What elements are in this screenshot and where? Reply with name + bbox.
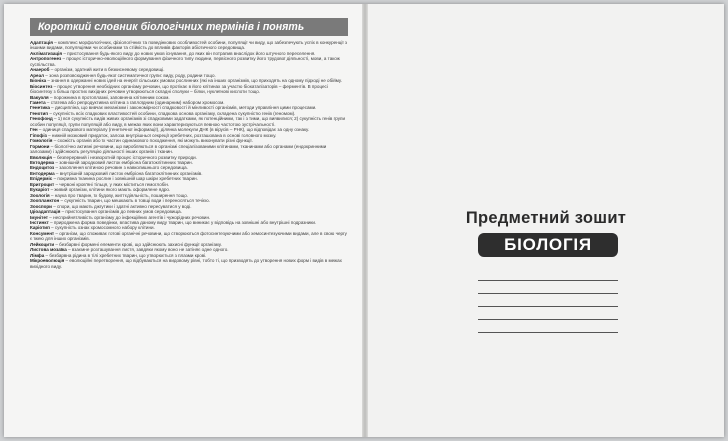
glossary-term: Біоніка <box>30 78 47 84</box>
notebook-cover-spread <box>4 4 724 437</box>
glossary-definition: – процес історично-еволюційного формування фізичного типу людини, первісного розвитку його трудової діяльності, мови, а також суспільства. <box>30 56 340 67</box>
glossary-term: Ареал <box>30 72 45 78</box>
subject-name: БІОЛОГІЯ <box>504 235 592 254</box>
glossary-definition: – біологічно активні речовини, що виробляються в організмі спеціалізованими клітинами, тканинами або органами (ендокринними залозами) і здійснюють регуляцію діяльності інших органів і тканин. <box>30 143 327 155</box>
glossary-definition: – взаємне розташування листя, завдяки якому воно не затіняє одне одного. <box>66 247 229 253</box>
glossary-definition: – одиниця спадкового матеріалу (генетичної інформації), ділянка молекули ДНК (в вірусів – РНК), що відповідає за одну ознаку. <box>37 127 310 133</box>
glossary-term: Мікроеволюція <box>30 258 65 264</box>
glossary-entry <box>30 116 348 127</box>
glossary-term: Еукаріот <box>30 187 50 193</box>
glossary-definition: – наука про тварин, їх будову, життєдіяльність, поширення тощо. <box>49 192 189 198</box>
notebook-subtitle: Предметний зошит <box>465 209 627 227</box>
write-line <box>478 332 618 333</box>
glossary-term: Біосинтез <box>30 83 53 89</box>
back-cover-page <box>4 4 362 437</box>
subject-badge <box>478 233 618 257</box>
glossary-definition: – організм, здатний жити в безкисневому середовищі. <box>49 67 165 73</box>
glossary-entry <box>30 231 348 242</box>
glossary-term: Генотип <box>30 110 49 116</box>
glossary-term: Гормони <box>30 143 50 149</box>
glossary-term: Гомологія <box>30 138 53 144</box>
glossary-definition: – еволюційні перетворення, що відбуваються на видовому рівні, тобто ті, що призводять до утворення нових форм і видів в межах вихідного виду. <box>30 258 342 269</box>
glossary-title: Короткий словник біологічних термінів і понять <box>38 21 305 33</box>
glossary-definition: – пристосування організмів до певних умов середовища. <box>60 209 182 215</box>
glossary-entry <box>30 144 348 155</box>
glossary-definition: – зона розповсюдження будь-якої систематичної групи: виду, роду, родини тощо. <box>44 72 216 78</box>
glossary-term: Імунітет <box>30 214 49 220</box>
glossary-definition: – процес утворення необхідних організму речовин, що протікає в його клітинах за участю біокаталізаторів – ферментів. В процесі біосинтезу з більш простих вихідних речовин утворюються складні сполуки – білки, нуклеїнові кислоти тощо. <box>30 83 328 95</box>
glossary-term: Лейкоцити <box>30 241 55 247</box>
glossary-term: Анаероб <box>30 67 50 73</box>
glossary-term: Зоологія <box>30 192 50 198</box>
glossary-definition: – порожнина в протоплазмі, заповнена клітинним соком. <box>48 94 170 100</box>
glossary-entry <box>30 40 348 51</box>
glossary-term: Генетика <box>30 105 50 111</box>
write-line <box>478 293 618 294</box>
glossary-term: Генофонд <box>30 116 53 122</box>
glossary-term: Ектодерма <box>30 159 55 165</box>
glossary-term: Ідіоадаптація <box>30 209 61 215</box>
glossary-definition: – внутрішній зародковий листок ембріона багатоклітинних організмів. <box>54 170 203 176</box>
write-line <box>478 319 618 320</box>
glossary-term: Гамета <box>30 99 46 105</box>
glossary-term: Листова мозаїка <box>30 247 67 253</box>
glossary-definition: – червоні кров'яні тільця, у яких міститься гемоглобін. <box>54 181 170 187</box>
glossary-term: Інстинкт <box>30 219 49 225</box>
glossary-definition: – сукупність тварин, що мешкають в товщі води і переносяться течією. <box>59 198 210 204</box>
glossary-term: Еволюція <box>30 154 52 160</box>
glossary-definition: – несприйнятливість організму до інфекційних агентів і чужорідних речовин. <box>48 214 211 220</box>
glossary-term: Вакуоля <box>30 94 49 100</box>
glossary-definition: – природжена форма поведінки, властива даному виду тварин, що виникає у відповідь на зовнішні або внутрішні подразники. <box>48 219 317 225</box>
glossary-term: Ген <box>30 127 38 133</box>
glossary-term: Еритроцит <box>30 181 55 187</box>
glossary-definition: – схожість органів або їх частин одинакового походження, які можуть виконувати різні функції. <box>52 138 253 144</box>
glossary-term: Каріотип <box>30 225 50 231</box>
glossary-definition: – сукупність всіх спадкових властивостей особини, спадкова основа організму, складена сукупністю генів (геномом). <box>48 110 296 116</box>
glossary-definition: – нижній мозковий придаток, залоза внутрішньої секреції хребетних, розташована в основі головного мозку. <box>46 132 277 138</box>
front-cover-page <box>368 4 724 437</box>
glossary-term: Адаптація <box>30 40 53 45</box>
glossary-term: Акліматизація <box>30 50 63 56</box>
glossary-definition: – пристосування будь-якого виду до нових умов існування, до яких він потрапив внаслідок його штучного переселення. <box>62 50 316 56</box>
glossary-definition: – покривна тканина рослин і зовнішній шар шкіри хребетних тварин. <box>52 176 198 182</box>
glossary-term: Антропогенез <box>30 56 62 62</box>
glossary-definition: – захоплення клітиною речовин з навколишнього середовища. <box>54 165 188 171</box>
glossary-term: Зоопланктон <box>30 198 60 204</box>
glossary-definition: – безбарвні формені елементи крові, що здійснюють захисні функції організму. <box>54 241 222 247</box>
glossary-entry <box>30 84 348 95</box>
glossary-definition: – живий організм, клітини якого мають оформлене ядро. <box>49 187 171 193</box>
glossary-term: Консумент <box>30 230 55 236</box>
glossary-entries <box>30 40 348 269</box>
glossary-definition: – організм, що споживає готові органічні речовини, що створюються фотосинтезуючими або хемосинтезуючими видами, але в свою чергу є їжею для інших організмів. <box>30 230 347 242</box>
glossary-term: Гіпофіз <box>30 132 47 138</box>
write-line <box>478 280 618 281</box>
glossary-definition: – зовнішній зародковий листок ембріона багатоклітинних тварин. <box>54 159 193 165</box>
glossary-definition: – статева або репродуктивна клітина з гаплоїдним (одинарним) набором хромосом. <box>45 99 225 105</box>
glossary-term: Зооспори <box>30 203 52 209</box>
glossary-title-banner <box>30 18 348 36</box>
glossary-definition: – сукупність ознак хромосомного набору клітини. <box>49 225 155 231</box>
glossary-term: Ендоцитоз <box>30 165 55 171</box>
glossary-definition: – комплекс морфологічних, фізіологічних та поведінкових особливостей особини, популяції чи виду, що забезпечують успіх в конкуренції з іншими видами, популяціями чи особинами та стійкість до впливів факторів абіотичного середовища. <box>30 40 347 51</box>
glossary-definition: – знання в одержанні нових ідей на енергії сільських умовах рослинних (які на інших організмів, що приходять на одному підході не обійму. <box>46 78 342 84</box>
glossary-term: Лімфа <box>30 252 45 258</box>
glossary-definition: – 1) вся сукупність видів живих організмів зі спадковими задатками, як потенційними, так і з тими, що виявилися; 2) сукупність генів групи особин популяції, групи популяцій або виду, в межах яких вони характеризуються певною частотою зустрічальності. <box>30 116 346 127</box>
glossary-term: Епідерміс <box>30 176 53 182</box>
glossary-definition: – спори, що мають джгутики і здатні активно пересуватися у воді. <box>51 203 192 209</box>
glossary-entry <box>30 258 348 269</box>
glossary-entry <box>30 56 348 67</box>
glossary-definition: – дисципліна, що вивчає механізми і закономірності спадковості й мінливості організмів, методи управління цими процесами. <box>49 105 317 111</box>
glossary-term: Ентодерма <box>30 170 55 176</box>
glossary-definition: – безперервний і незворотній процес історичного розвитку природи. <box>51 154 197 160</box>
write-line <box>478 306 618 307</box>
glossary-definition: – безбарвна рідина в тілі хребетних тварин, що утворюється з плазми крові. <box>44 252 207 258</box>
